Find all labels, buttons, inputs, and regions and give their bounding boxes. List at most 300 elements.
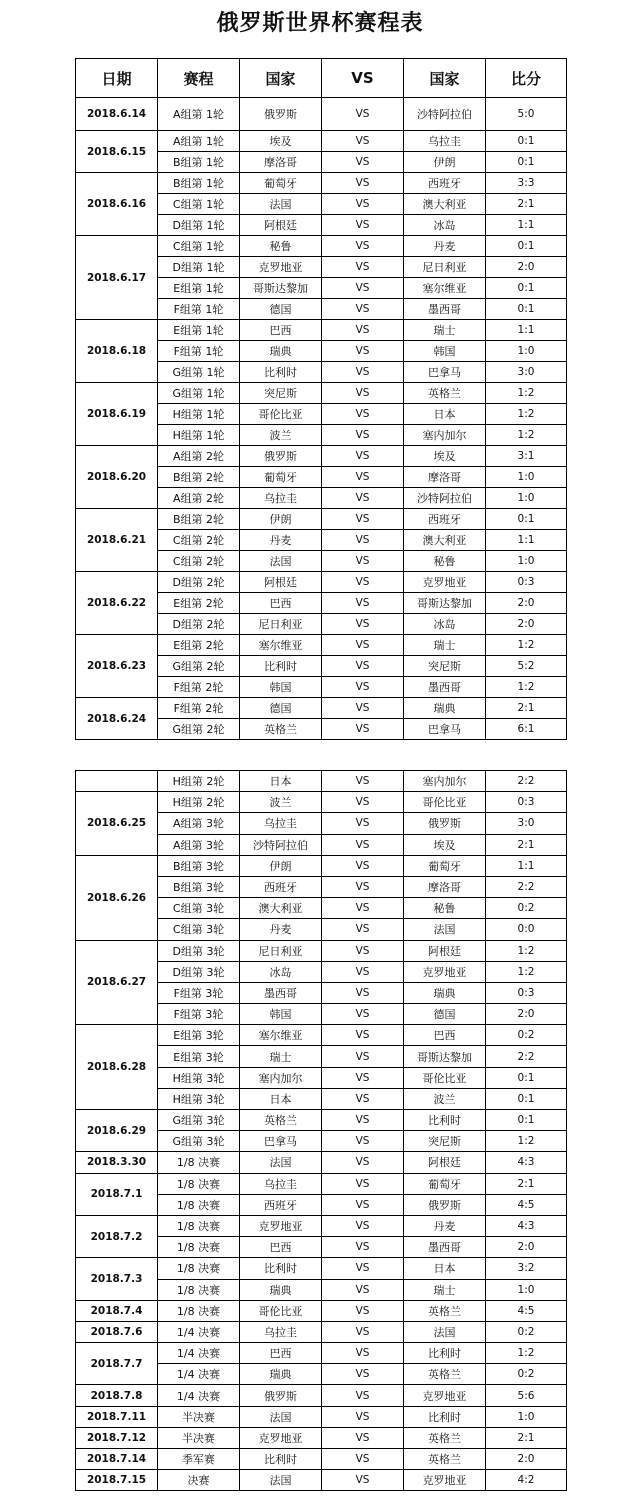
home-country: 乌拉圭: [240, 488, 322, 509]
home-country: 瑞典: [240, 1279, 322, 1300]
vs-label: VS: [322, 467, 404, 488]
vs-label: VS: [322, 1237, 404, 1258]
match-stage: G组第 1轮: [158, 383, 240, 404]
match-stage: A组第 2轮: [158, 446, 240, 467]
vs-label: VS: [322, 320, 404, 341]
match-stage: D组第 3轮: [158, 940, 240, 961]
match-stage: F组第 1轮: [158, 341, 240, 362]
home-country: 墨西哥: [240, 982, 322, 1003]
vs-label: VS: [322, 1449, 404, 1470]
match-stage: 季军赛: [158, 1449, 240, 1470]
match-score: 0:1: [486, 278, 567, 299]
home-country: 阿根廷: [240, 215, 322, 236]
home-country: 秘鲁: [240, 236, 322, 257]
home-country: 沙特阿拉伯: [240, 834, 322, 855]
match-date: 2018.6.16: [76, 173, 158, 236]
away-country: 冰岛: [404, 614, 486, 635]
match-date: 2018.6.18: [76, 320, 158, 383]
vs-label: VS: [322, 919, 404, 940]
match-stage: A组第 3轮: [158, 813, 240, 834]
home-country: 克罗地亚: [240, 1427, 322, 1448]
match-stage: 1/8 决赛: [158, 1194, 240, 1215]
match-stage: 1/8 决赛: [158, 1152, 240, 1173]
match-stage: H组第 2轮: [158, 771, 240, 792]
home-country: 乌拉圭: [240, 1321, 322, 1342]
home-country: 克罗地亚: [240, 1215, 322, 1236]
match-score: 0:3: [486, 792, 567, 813]
match-date: 2018.6.17: [76, 236, 158, 320]
home-country: 德国: [240, 299, 322, 320]
table-row: [76, 855, 567, 876]
home-country: 瑞士: [240, 1046, 322, 1067]
home-country: 澳大利亚: [240, 898, 322, 919]
away-country: 哥伦比亚: [404, 1067, 486, 1088]
match-date: 2018.6.21: [76, 509, 158, 572]
vs-label: VS: [322, 982, 404, 1003]
away-country: 韩国: [404, 341, 486, 362]
home-country: 塞尔维亚: [240, 1025, 322, 1046]
match-score: 1:0: [486, 467, 567, 488]
vs-label: VS: [322, 1173, 404, 1194]
home-country: 比利时: [240, 656, 322, 677]
match-stage: A组第 1轮: [158, 98, 240, 131]
match-score: 4:5: [486, 1194, 567, 1215]
vs-label: VS: [322, 572, 404, 593]
match-stage: B组第 3轮: [158, 876, 240, 897]
vs-label: VS: [322, 215, 404, 236]
match-stage: 1/4 决赛: [158, 1385, 240, 1406]
away-country: 埃及: [404, 446, 486, 467]
away-country: 英格兰: [404, 1364, 486, 1385]
home-country: 巴西: [240, 593, 322, 614]
away-country: 塞内加尔: [404, 771, 486, 792]
match-date: 2018.6.19: [76, 383, 158, 446]
match-stage: D组第 2轮: [158, 614, 240, 635]
match-stage: H组第 3轮: [158, 1067, 240, 1088]
away-country: 巴西: [404, 1025, 486, 1046]
match-stage: C组第 1轮: [158, 194, 240, 215]
match-score: 2:1: [486, 1173, 567, 1194]
match-stage: A组第 2轮: [158, 488, 240, 509]
match-score: 1:2: [486, 961, 567, 982]
match-score: 0:1: [486, 1110, 567, 1131]
home-country: 巴西: [240, 320, 322, 341]
away-country: 冰岛: [404, 215, 486, 236]
match-stage: D组第 2轮: [158, 572, 240, 593]
away-country: 波兰: [404, 1088, 486, 1109]
table-row: [76, 1215, 567, 1236]
match-date: 2018.6.25: [76, 792, 158, 856]
vs-label: VS: [322, 635, 404, 656]
home-country: 塞内加尔: [240, 1067, 322, 1088]
table-row: [76, 131, 567, 152]
home-country: 乌拉圭: [240, 813, 322, 834]
away-country: 丹麦: [404, 236, 486, 257]
match-stage: H组第 1轮: [158, 425, 240, 446]
match-score: 0:2: [486, 1025, 567, 1046]
match-stage: 1/4 决赛: [158, 1343, 240, 1364]
away-country: 法国: [404, 919, 486, 940]
table-row: [76, 940, 567, 961]
home-country: 比利时: [240, 362, 322, 383]
home-country: 塞尔维亚: [240, 635, 322, 656]
match-score: 1:0: [486, 551, 567, 572]
match-score: 2:0: [486, 593, 567, 614]
table-row: [76, 1300, 567, 1321]
table-row: [76, 320, 567, 341]
away-country: 哥伦比亚: [404, 792, 486, 813]
match-date: 2018.7.15: [76, 1470, 158, 1491]
match-score: 2:1: [486, 194, 567, 215]
away-country: 瑞士: [404, 320, 486, 341]
away-country: 阿根廷: [404, 940, 486, 961]
home-country: 尼日利亚: [240, 940, 322, 961]
match-stage: G组第 3轮: [158, 1131, 240, 1152]
match-date: 2018.6.27: [76, 940, 158, 1025]
home-country: 韩国: [240, 677, 322, 698]
home-country: 波兰: [240, 792, 322, 813]
match-score: 2:0: [486, 1237, 567, 1258]
match-stage: E组第 2轮: [158, 593, 240, 614]
header-stage: 赛程: [158, 59, 240, 98]
away-country: 葡萄牙: [404, 855, 486, 876]
vs-label: VS: [322, 898, 404, 919]
home-country: 哥伦比亚: [240, 1300, 322, 1321]
vs-label: VS: [322, 362, 404, 383]
match-stage: D组第 3轮: [158, 961, 240, 982]
table-row: [76, 509, 567, 530]
match-score: 2:1: [486, 834, 567, 855]
away-country: 埃及: [404, 834, 486, 855]
header-date: 日期: [76, 59, 158, 98]
away-country: 英格兰: [404, 383, 486, 404]
vs-label: VS: [322, 1025, 404, 1046]
schedule-table-1: [75, 58, 567, 740]
home-country: 法国: [240, 194, 322, 215]
match-score: 2:2: [486, 876, 567, 897]
away-country: 瑞典: [404, 698, 486, 719]
match-date: 2018.7.2: [76, 1215, 158, 1257]
away-country: 摩洛哥: [404, 876, 486, 897]
header-home-country: 国家: [240, 59, 322, 98]
vs-label: VS: [322, 509, 404, 530]
match-score: 1:0: [486, 1406, 567, 1427]
vs-label: VS: [322, 194, 404, 215]
match-score: 4:5: [486, 1300, 567, 1321]
away-country: 秘鲁: [404, 551, 486, 572]
match-stage: F组第 2轮: [158, 677, 240, 698]
match-score: 1:1: [486, 855, 567, 876]
home-country: 俄罗斯: [240, 446, 322, 467]
away-country: 哥斯达黎加: [404, 593, 486, 614]
header-row: [76, 59, 567, 98]
vs-label: VS: [322, 383, 404, 404]
table-row: [76, 1173, 567, 1194]
away-country: 塞尔维亚: [404, 278, 486, 299]
vs-label: VS: [322, 771, 404, 792]
match-stage: E组第 3轮: [158, 1046, 240, 1067]
match-score: 1:2: [486, 635, 567, 656]
vs-label: VS: [322, 1279, 404, 1300]
home-country: 伊朗: [240, 509, 322, 530]
match-stage: 半决赛: [158, 1406, 240, 1427]
match-score: 2:0: [486, 614, 567, 635]
vs-label: VS: [322, 1385, 404, 1406]
match-score: 0:2: [486, 898, 567, 919]
home-country: 英格兰: [240, 1110, 322, 1131]
schedule-table-2: [75, 770, 567, 1491]
match-score: 1:1: [486, 530, 567, 551]
vs-label: VS: [322, 1406, 404, 1427]
match-stage: C组第 2轮: [158, 530, 240, 551]
vs-label: VS: [322, 698, 404, 719]
match-score: 1:0: [486, 341, 567, 362]
vs-label: VS: [322, 257, 404, 278]
match-date: 2018.7.11: [76, 1406, 158, 1427]
match-stage: D组第 1轮: [158, 215, 240, 236]
home-country: 波兰: [240, 425, 322, 446]
home-country: 葡萄牙: [240, 173, 322, 194]
vs-label: VS: [322, 173, 404, 194]
match-stage: 半决赛: [158, 1427, 240, 1448]
away-country: 摩洛哥: [404, 467, 486, 488]
vs-label: VS: [322, 1194, 404, 1215]
match-score: 0:1: [486, 236, 567, 257]
table-row: [76, 771, 567, 792]
match-stage: G组第 1轮: [158, 362, 240, 383]
match-score: 3:1: [486, 446, 567, 467]
home-country: 突尼斯: [240, 383, 322, 404]
table-row: [76, 1449, 567, 1470]
vs-label: VS: [322, 1215, 404, 1236]
home-country: 哥伦比亚: [240, 404, 322, 425]
match-stage: F组第 3轮: [158, 982, 240, 1003]
match-score: 1:0: [486, 1279, 567, 1300]
home-country: 西班牙: [240, 1194, 322, 1215]
vs-label: VS: [322, 1067, 404, 1088]
vs-label: VS: [322, 278, 404, 299]
away-country: 西班牙: [404, 509, 486, 530]
match-stage: B组第 1轮: [158, 173, 240, 194]
match-stage: 1/8 决赛: [158, 1237, 240, 1258]
match-stage: F组第 1轮: [158, 299, 240, 320]
match-stage: B组第 3轮: [158, 855, 240, 876]
match-date: 2018.7.1: [76, 1173, 158, 1215]
away-country: 巴拿马: [404, 362, 486, 383]
match-score: 2:1: [486, 1427, 567, 1448]
match-stage: G组第 2轮: [158, 656, 240, 677]
match-stage: E组第 3轮: [158, 1025, 240, 1046]
vs-label: VS: [322, 98, 404, 131]
away-country: 英格兰: [404, 1300, 486, 1321]
match-score: 1:2: [486, 1343, 567, 1364]
match-stage: E组第 1轮: [158, 278, 240, 299]
home-country: 西班牙: [240, 876, 322, 897]
header-vs: VS: [322, 59, 404, 98]
match-stage: 1/8 决赛: [158, 1279, 240, 1300]
match-score: 0:1: [486, 1088, 567, 1109]
table-row: [76, 98, 567, 131]
vs-label: VS: [322, 677, 404, 698]
vs-label: VS: [322, 1088, 404, 1109]
match-score: 1:2: [486, 404, 567, 425]
match-stage: C组第 3轮: [158, 919, 240, 940]
vs-label: VS: [322, 299, 404, 320]
home-country: 瑞典: [240, 1364, 322, 1385]
header-score: 比分: [486, 59, 567, 98]
match-score: 3:3: [486, 173, 567, 194]
vs-label: VS: [322, 341, 404, 362]
away-country: 西班牙: [404, 173, 486, 194]
match-date: 2018.7.8: [76, 1385, 158, 1406]
home-country: 法国: [240, 551, 322, 572]
home-country: 法国: [240, 1470, 322, 1491]
match-stage: D组第 1轮: [158, 257, 240, 278]
match-stage: G组第 2轮: [158, 719, 240, 740]
away-country: 丹麦: [404, 1215, 486, 1236]
vs-label: VS: [322, 488, 404, 509]
match-stage: 决赛: [158, 1470, 240, 1491]
vs-label: VS: [322, 1110, 404, 1131]
away-country: 英格兰: [404, 1427, 486, 1448]
vs-label: VS: [322, 1321, 404, 1342]
match-stage: E组第 1轮: [158, 320, 240, 341]
home-country: 比利时: [240, 1449, 322, 1470]
vs-label: VS: [322, 876, 404, 897]
vs-label: VS: [322, 719, 404, 740]
away-country: 沙特阿拉伯: [404, 98, 486, 131]
match-stage: 1/8 决赛: [158, 1258, 240, 1279]
match-stage: F组第 3轮: [158, 1004, 240, 1025]
table-row: [76, 236, 567, 257]
vs-label: VS: [322, 1152, 404, 1173]
away-country: 比利时: [404, 1110, 486, 1131]
match-score: 2:0: [486, 1004, 567, 1025]
match-stage: B组第 1轮: [158, 152, 240, 173]
match-score: 0:1: [486, 131, 567, 152]
home-country: 瑞典: [240, 341, 322, 362]
match-score: 2:0: [486, 257, 567, 278]
match-score: 1:2: [486, 940, 567, 961]
match-stage: E组第 2轮: [158, 635, 240, 656]
table-row: [76, 1321, 567, 1342]
away-country: 伊朗: [404, 152, 486, 173]
away-country: 巴拿马: [404, 719, 486, 740]
away-country: 比利时: [404, 1406, 486, 1427]
match-score: 3:0: [486, 813, 567, 834]
vs-label: VS: [322, 236, 404, 257]
page-title: 俄罗斯世界杯赛程表: [216, 11, 424, 36]
table-row: [76, 792, 567, 813]
match-date: 2018.6.22: [76, 572, 158, 635]
away-country: 澳大利亚: [404, 530, 486, 551]
match-score: 5:2: [486, 656, 567, 677]
match-stage: C组第 2轮: [158, 551, 240, 572]
home-country: 尼日利亚: [240, 614, 322, 635]
table-row: [76, 572, 567, 593]
vs-label: VS: [322, 131, 404, 152]
home-country: 德国: [240, 698, 322, 719]
match-date: 2018.7.4: [76, 1300, 158, 1321]
match-score: 4:2: [486, 1470, 567, 1491]
match-score: 1:2: [486, 1131, 567, 1152]
match-date: 2018.6.23: [76, 635, 158, 698]
match-stage: A组第 3轮: [158, 834, 240, 855]
match-stage: 1/8 决赛: [158, 1173, 240, 1194]
away-country: 哥斯达黎加: [404, 1046, 486, 1067]
home-country: 韩国: [240, 1004, 322, 1025]
away-country: 俄罗斯: [404, 813, 486, 834]
match-stage: H组第 2轮: [158, 792, 240, 813]
home-country: 乌拉圭: [240, 1173, 322, 1194]
away-country: 瑞士: [404, 1279, 486, 1300]
home-country: 丹麦: [240, 919, 322, 940]
away-country: 法国: [404, 1321, 486, 1342]
match-score: 6:1: [486, 719, 567, 740]
match-score: 1:2: [486, 677, 567, 698]
vs-label: VS: [322, 656, 404, 677]
vs-label: VS: [322, 1004, 404, 1025]
match-score: 0:0: [486, 919, 567, 940]
match-stage: 1/4 决赛: [158, 1321, 240, 1342]
away-country: 突尼斯: [404, 1131, 486, 1152]
match-score: 2:0: [486, 1449, 567, 1470]
vs-label: VS: [322, 1300, 404, 1321]
away-country: 德国: [404, 1004, 486, 1025]
match-score: 3:2: [486, 1258, 567, 1279]
match-stage: B组第 2轮: [158, 509, 240, 530]
away-country: 瑞典: [404, 982, 486, 1003]
home-country: 巴西: [240, 1343, 322, 1364]
match-score: 2:2: [486, 1046, 567, 1067]
table-row: [76, 1427, 567, 1448]
home-country: 冰岛: [240, 961, 322, 982]
match-score: 0:3: [486, 572, 567, 593]
match-date: 2018.7.3: [76, 1258, 158, 1300]
table-row: [76, 1343, 567, 1364]
table-row: [76, 635, 567, 656]
away-country: 沙特阿拉伯: [404, 488, 486, 509]
vs-label: VS: [322, 1343, 404, 1364]
home-country: 俄罗斯: [240, 1385, 322, 1406]
vs-label: VS: [322, 551, 404, 572]
home-country: 比利时: [240, 1258, 322, 1279]
match-score: 0:1: [486, 152, 567, 173]
match-score: 0:2: [486, 1321, 567, 1342]
match-date: 2018.7.12: [76, 1427, 158, 1448]
match-stage: F组第 2轮: [158, 698, 240, 719]
match-stage: B组第 2轮: [158, 467, 240, 488]
away-country: 墨西哥: [404, 1237, 486, 1258]
away-country: 克罗地亚: [404, 1470, 486, 1491]
home-country: 埃及: [240, 131, 322, 152]
vs-label: VS: [322, 792, 404, 813]
table-row: [76, 698, 567, 719]
away-country: 澳大利亚: [404, 194, 486, 215]
match-stage: 1/4 决赛: [158, 1364, 240, 1385]
vs-label: VS: [322, 593, 404, 614]
match-score: 1:1: [486, 215, 567, 236]
vs-label: VS: [322, 425, 404, 446]
home-country: 克罗地亚: [240, 257, 322, 278]
home-country: 摩洛哥: [240, 152, 322, 173]
vs-label: VS: [322, 152, 404, 173]
away-country: 乌拉圭: [404, 131, 486, 152]
away-country: 日本: [404, 1258, 486, 1279]
away-country: 比利时: [404, 1343, 486, 1364]
match-score: 0:1: [486, 299, 567, 320]
match-score: 0:2: [486, 1364, 567, 1385]
